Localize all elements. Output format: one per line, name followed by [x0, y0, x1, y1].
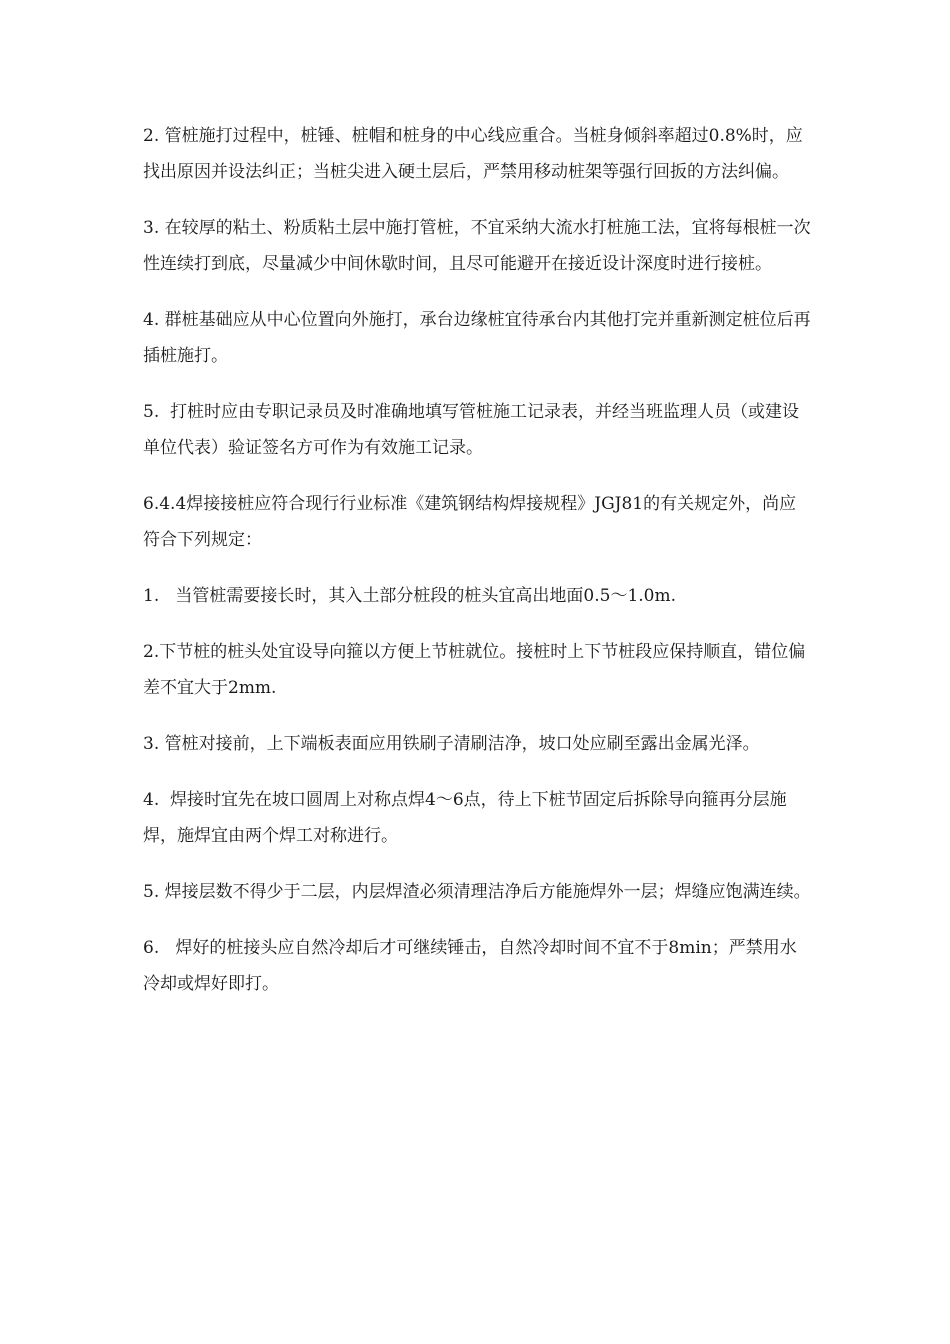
paragraph-end-plate-cleaning: 3. 管桩对接前，上下端板表面应用铁刷子清刷洁净，坡口处应刷至露出金属光泽。 — [143, 734, 760, 754]
paragraph-guide-hoop: 2.下节桩的桩头处宜设导向箍以方便上节桩就位。接桩时上下节桩段应保持顺直，错位偏差不宜大于2mm. — [143, 642, 806, 698]
document-body — [143, 118, 813, 1022]
paragraph-weld-layers: 5. 焊接层数不得少于二层，内层焊渣必须清理洁净后方能施焊外一层；焊缝应饱满连续。 — [143, 882, 811, 902]
paragraph-pile-alignment: 2. 管桩施打过程中，桩锤、桩帽和桩身的中心线应重合。当桩身倾斜率超过0.8%时，应找出原因并设法纠正；当桩尖进入硬土层后，严禁用移动桩架等强行回扳的方法纠偏。 — [143, 126, 803, 182]
paragraph-construction-record: 5. 打桩时应由专职记录员及时准确地填写管桩施工记录表，并经当班监理人员（或建设单位代表）验证签名方可作为有效施工记录。 — [143, 402, 800, 458]
paragraph-clay-layer-driving: 3. 在较厚的粘土、粉质粘土层中施打管桩，不宜采纳大流水打桩施工法，宜将每根桩一次性连续打到底，尽量减少中间休歇时间，且尽可能避开在接近设计深度时进行接桩。 — [143, 218, 811, 274]
paragraph-tack-welding: 4. 焊接时宜先在坡口圆周上对称点焊4～6点，待上下桩节固定后拆除导向箍再分层施焊，施焊宜由两个焊工对称进行。 — [143, 790, 787, 846]
paragraph-welding-clause-6-4-4: 6.4.4焊接接桩应符合现行行业标准《建筑钢结构焊接规程》JGJ81的有关规定外，尚应符合下列规定： — [143, 494, 797, 550]
paragraph-pile-group-order: 4. 群桩基础应从中心位置向外施打，承台边缘桩宜待承台内其他打完并重新测定桩位后再插桩施打。 — [143, 310, 811, 366]
paragraph-pile-head-height: 1. 当管桩需要接长时，其入土部分桩段的桩头宜高出地面0.5～1.0m. — [143, 586, 677, 606]
paragraph-natural-cooling: 6. 焊好的桩接头应自然冷却后才可继续锤击，自然冷却时间不宜不于8min；严禁用水冷却或焊好即打。 — [143, 938, 797, 994]
